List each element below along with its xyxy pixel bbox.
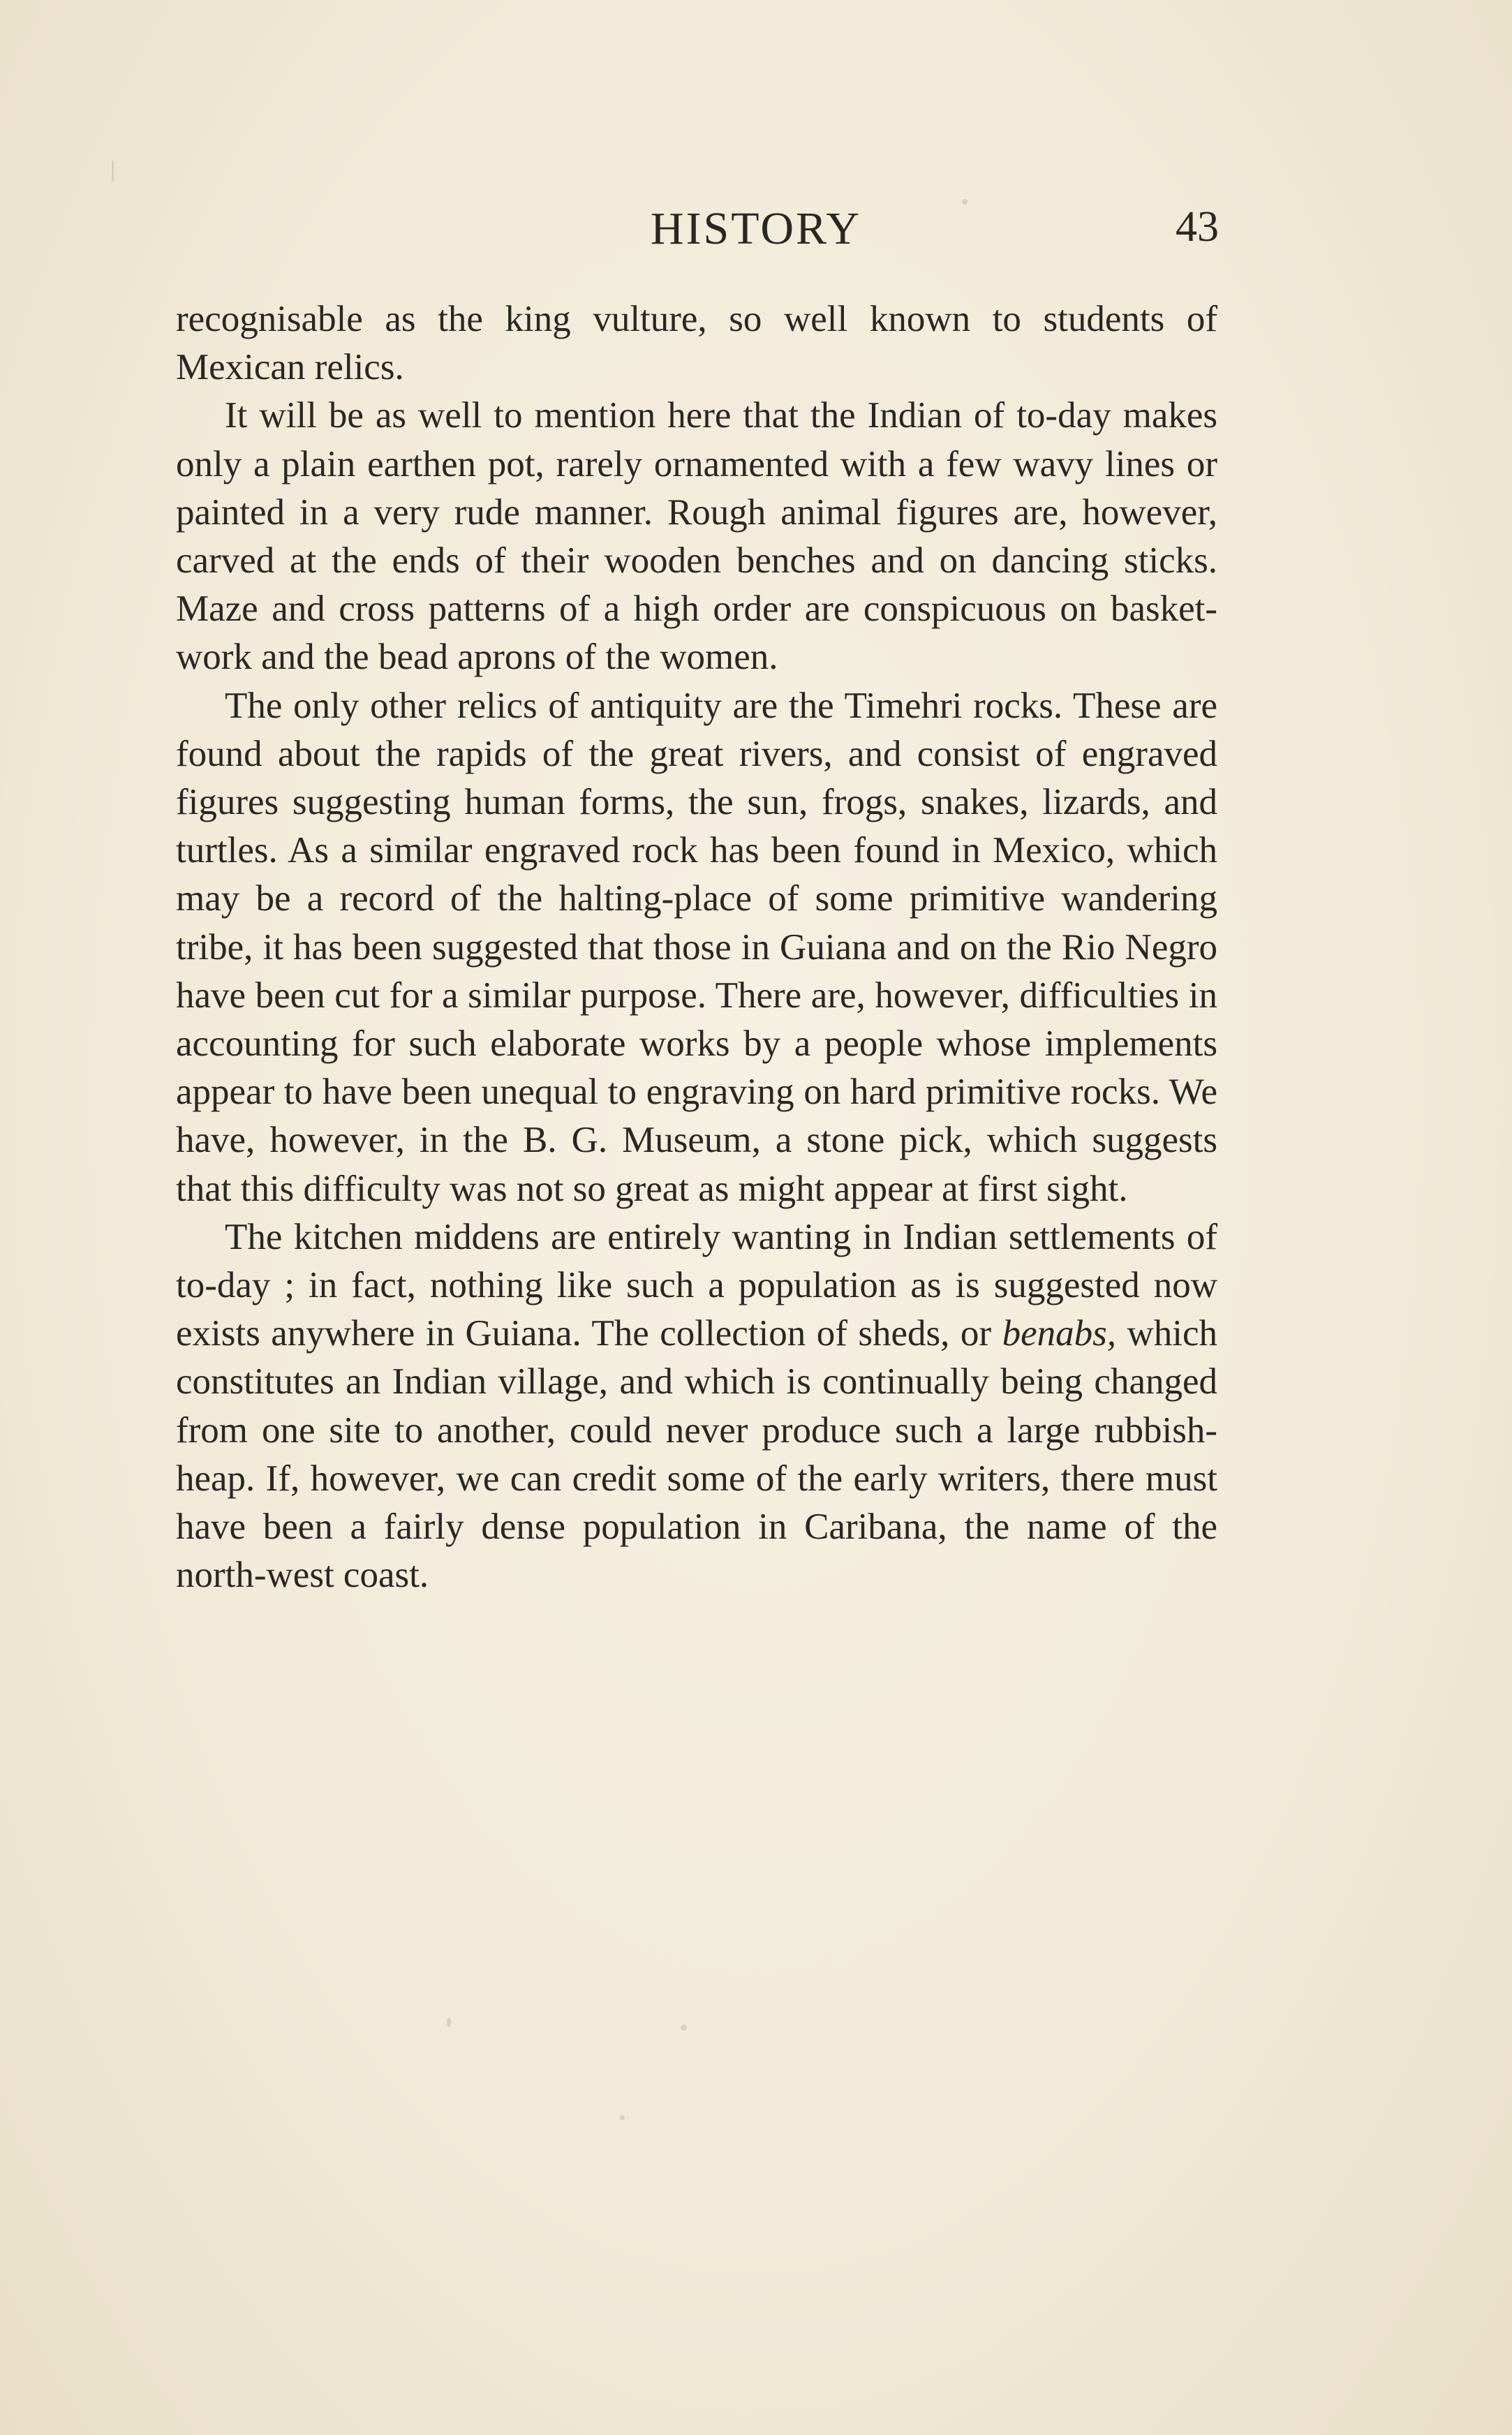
paragraph-timehri-rocks: The only other relics of antiquity are the Timehri rocks. These are found about the rapids of the great rivers, and consist of engraved figures suggesting human forms, the sun, frogs, snakes, lizards, and turtles. As a similar engraved rock has been found in Mexico, which may be a record of the halting-place of some primitive wandering tribe, it has been suggested that those in Guiana and on the Rio Negro have been cut for a similar purpose. There are, however, difficulties in accounting for such elaborate works by a people whose implements appear to have been unequal to engraving on hard primitive rocks. We have, however, in the B. G. Museum, a stone pick, which suggests that this difficulty was not so great as might appear at first sight.	[176, 685, 1217, 1209]
running-head	[0, 202, 1512, 265]
paragraph-text-end: which constitutes an Indian village, and which is continually being changed from one site to another, could never produce such a large rubbish-heap. If, however, we can credit some of the early writers, there must have been a fairly dense population in Caribana, the name of the north-west coast.	[176, 1313, 1218, 1596]
paper-speck	[112, 161, 114, 182]
page-number: 43	[1176, 203, 1219, 251]
paragraph-continuation: recognisable as the king vulture, so well known to students of Mexican relics.	[176, 299, 1217, 388]
paper-speck	[962, 199, 968, 205]
paper-speck	[447, 2018, 451, 2027]
paragraph-indian-pottery: It will be as well to mention here that the Indian of to-day makes only a plain earthen pot, rarely ornamented with a few wavy lines or painted in a very rude manner. Rough animal figures are, however, carved at the ends of their wooden benches and on dancing sticks. Maze and cross patterns of a high order are conspicuous on basket-work and the bead aprons of the women.	[176, 395, 1217, 678]
paper-speck	[620, 2115, 625, 2120]
paragraph-text-start: The kitchen middens are entirely wanting in Indian settlements of to-day ; in fact, nothing like such a population as is suggested now exists anywhere in Guiana. The collection of sheds, or	[176, 1216, 1217, 1354]
paragraph-kitchen-middens	[176, 1213, 1217, 1600]
paper-speck	[681, 2025, 687, 2031]
italic-term-benabs: benabs,	[1002, 1313, 1116, 1354]
running-title: HISTORY	[650, 203, 862, 254]
body-text	[176, 295, 1217, 1599]
